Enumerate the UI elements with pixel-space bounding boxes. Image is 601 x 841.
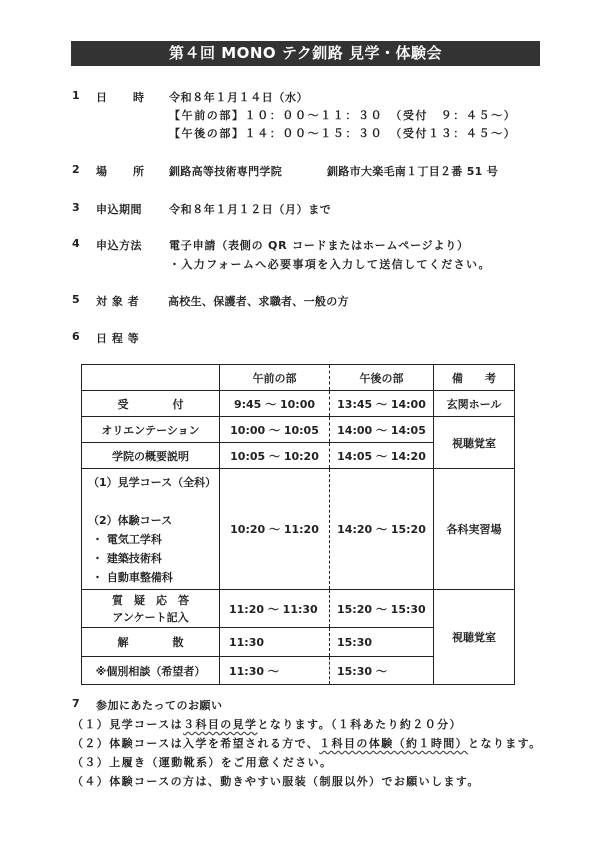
- afternoon-session-time: 【午後の部】１４：００～１５：３０ （受付１３：４５～）: [169, 127, 517, 140]
- request-emphasis: １科目の体験（約１時間）: [319, 737, 469, 750]
- row-pm: 15:30 ～: [330, 657, 434, 685]
- row-note: 視聴覚室: [434, 590, 515, 685]
- schedule-table: [81, 364, 515, 685]
- course-line: （1）見学コース（全科）: [88, 476, 217, 489]
- section-3-number: 3: [72, 201, 80, 214]
- row-item-qa: [82, 590, 220, 628]
- application-instruction: ・入力フォームへ必要事項を入力して送信してください。: [169, 258, 491, 271]
- request-emphasis: ３科目の見学: [183, 718, 258, 731]
- request-text: （２）体験コースは入学を希望される方で、: [72, 737, 320, 750]
- venue-name: 釧路高等技術専門学院: [169, 165, 282, 178]
- table-row: [82, 391, 515, 417]
- section-5-label: 対 象 者: [96, 295, 140, 308]
- row-pm: 15:20 ～ 15:30: [330, 590, 434, 628]
- course-line: （2）体験コース: [88, 514, 173, 527]
- section-2-number: 2: [72, 163, 80, 176]
- section-2-label-b: 所: [133, 165, 145, 178]
- row-pm: 14:05 ～ 14:20: [330, 443, 434, 469]
- course-line: ・ 電気工学科: [92, 533, 162, 546]
- section-1-label-b: 時: [133, 91, 145, 104]
- row-item: ※個別相談（希望者）: [82, 657, 220, 685]
- section-1-number: 1: [72, 89, 80, 102]
- target-audience: 高校生、保護者、求職者、一般の方: [168, 295, 349, 308]
- row-am: 11:30: [220, 628, 330, 657]
- request-item-2: [72, 735, 542, 751]
- row-item: オリエンテーション: [82, 417, 220, 443]
- section-1-label-a: 日: [96, 91, 108, 104]
- row-note: 玄関ホール: [434, 391, 515, 417]
- row-am: 10:05 ～ 10:20: [220, 443, 330, 469]
- row-pm: 15:30: [330, 628, 434, 657]
- row-am: 10:20 ～ 11:20: [220, 469, 330, 590]
- row-am: 11:20 ～ 11:30: [220, 590, 330, 628]
- section-3-label: 申込期間: [96, 203, 142, 216]
- row-pm: 13:45 ～ 14:00: [330, 391, 434, 417]
- table-header-row: [82, 365, 515, 391]
- course-line: ・ 自動車整備科: [92, 571, 173, 584]
- row-note: 各科実習場: [434, 469, 515, 590]
- course-line: ・ 建築技術科: [92, 552, 162, 565]
- table-row: [82, 469, 515, 590]
- section-5-number: 5: [72, 293, 80, 306]
- header-blank: [82, 365, 220, 391]
- table-row: [82, 417, 515, 443]
- document-title: 第４回 MONO テク釧路 見学・体験会: [71, 41, 540, 66]
- row-item: 解 散: [82, 628, 220, 657]
- row-pm: 14:20 ～ 15:20: [330, 469, 434, 590]
- qa-line: 質 疑 応 答: [112, 593, 189, 607]
- qa-line: アンケート記入: [112, 610, 189, 624]
- row-item: 学院の概要説明: [82, 443, 220, 469]
- request-item-4: （４）体験コースの方は、動きやすい服装（制服以外）でお願いします。: [72, 775, 480, 788]
- row-am: 10:00 ～ 10:05: [220, 417, 330, 443]
- venue-address: 釧路市大楽毛南１丁目２番 51 号: [327, 165, 499, 178]
- request-item-3: （３）上履き（運動靴系）をご用意ください。: [72, 756, 333, 769]
- request-text: となります。（１科あたり約２０分）: [257, 718, 462, 731]
- request-text: （１）見学コースは: [72, 718, 184, 731]
- row-item-courses: [82, 469, 220, 590]
- request-item-1: [72, 716, 462, 732]
- section-4-label: 申込方法: [96, 239, 142, 252]
- header-morning: 午前の部: [220, 365, 330, 391]
- row-am: 9:45 ～ 10:00: [220, 391, 330, 417]
- row-item: 受 付: [82, 391, 220, 417]
- application-deadline: 令和８年１月１２日（月）まで: [169, 203, 332, 216]
- section-7-number: 7: [72, 697, 80, 710]
- row-am: 11:30 ～: [220, 657, 330, 685]
- section-7-heading: 参加にあたってのお願い: [96, 699, 223, 712]
- request-text: となります。: [468, 737, 542, 750]
- header-notes: 備 考: [434, 365, 515, 391]
- section-4-number: 4: [72, 237, 80, 250]
- event-date: 令和８年１月１４日（水）: [169, 91, 309, 104]
- section-6-label: 日 程 等: [96, 332, 140, 345]
- application-method: 電子申請（表側の QR コードまたはホームページより）: [169, 239, 469, 252]
- row-pm: 14:00 ～ 14:05: [330, 417, 434, 443]
- section-2-label-a: 場: [96, 165, 108, 178]
- row-note: 視聴覚室: [434, 417, 515, 469]
- morning-session-time: 【午前の部】１０：００～１１：３０ （受付 ９：４５～）: [169, 109, 517, 122]
- header-afternoon: 午後の部: [330, 365, 434, 391]
- section-6-number: 6: [72, 330, 80, 343]
- table-row: [82, 590, 515, 628]
- course-spacer: [88, 492, 219, 511]
